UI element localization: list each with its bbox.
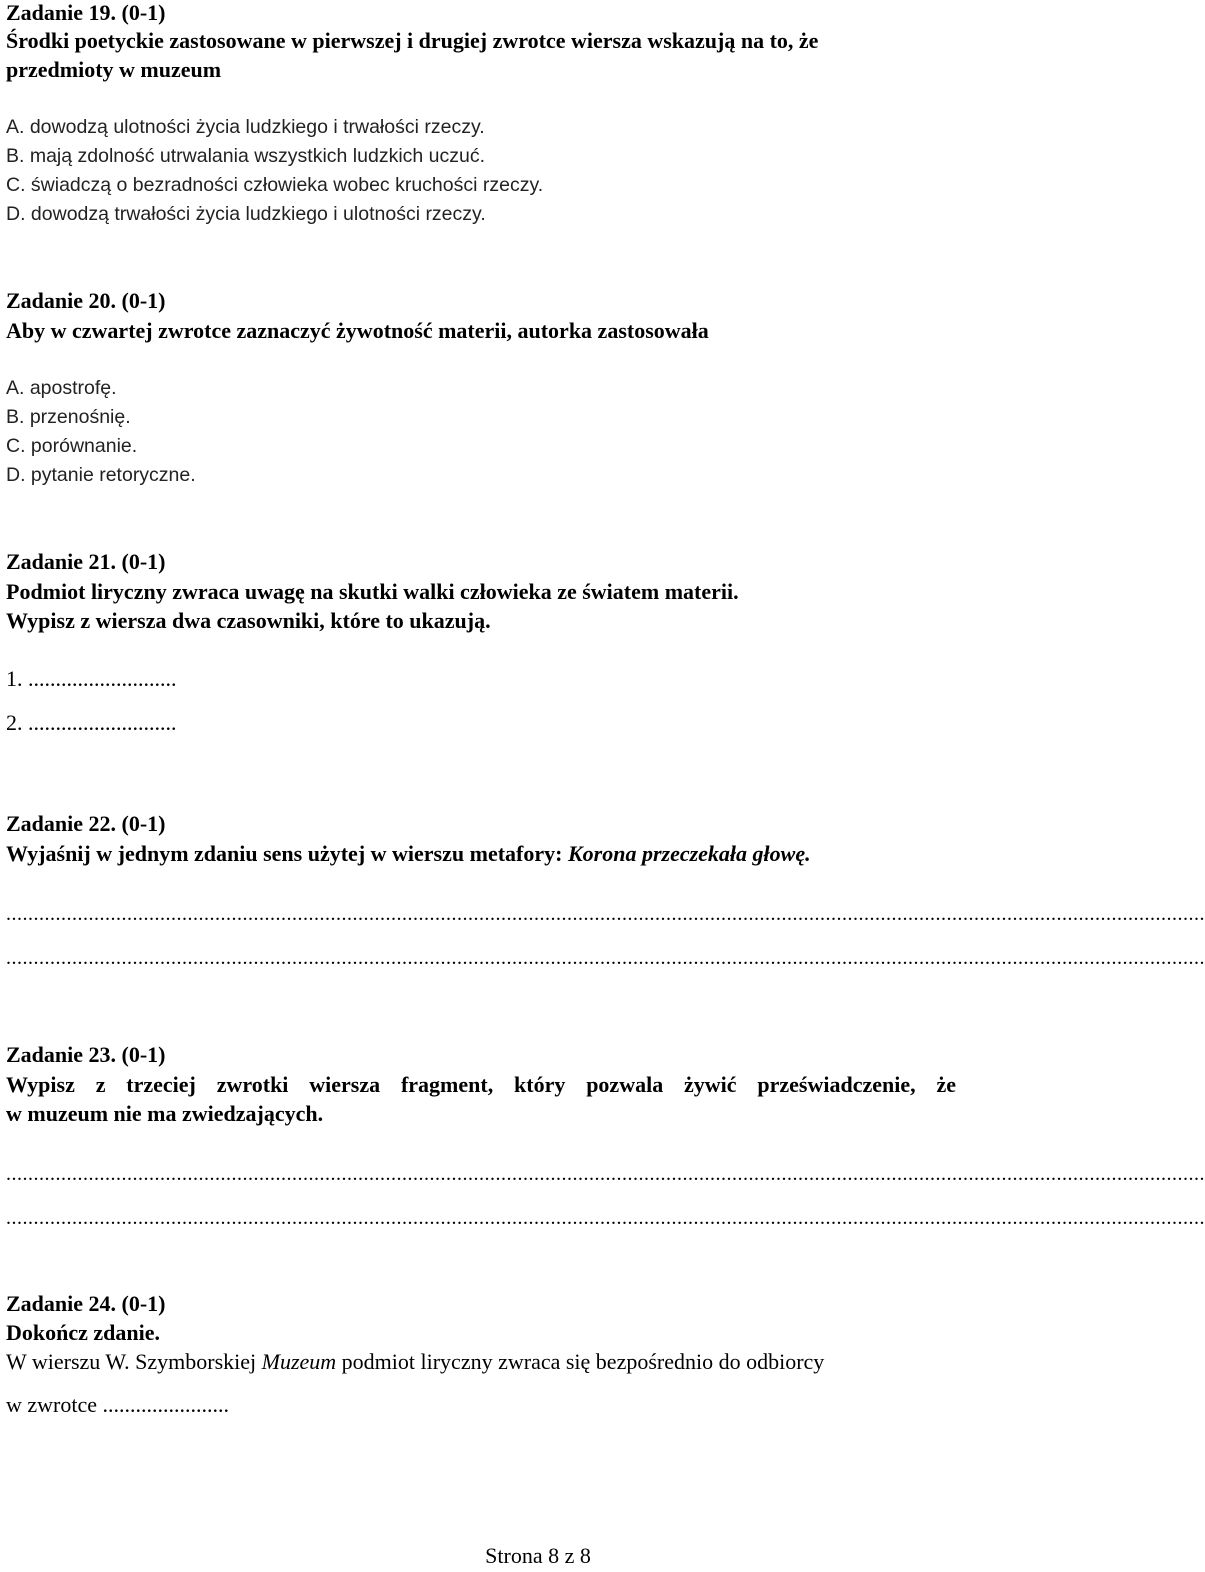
- task-20-question: Aby w czwartej zwrotce zaznaczyć żywotność materii, autorka zastosowała: [6, 318, 709, 343]
- task-19-option-a: A. dowodzą ulotności życia ludzkiego i trwałości rzeczy.: [6, 116, 485, 138]
- task-24-poem-title: Muzeum: [261, 1349, 337, 1374]
- task-21-answer-1[interactable]: 1. ...........................: [6, 666, 177, 691]
- task-20-option-c: C. porównanie.: [6, 435, 138, 457]
- task-22-heading: Zadanie 22. (0-1): [6, 811, 166, 836]
- task-20-heading: Zadanie 20. (0-1): [6, 288, 166, 313]
- page-number: Strona 8 z 8: [485, 1543, 591, 1568]
- task-24-text-prefix: W wierszu W. Szymborskiej: [6, 1349, 262, 1374]
- task-24-text-line1: [6, 1349, 824, 1375]
- task-22-answer-line-2[interactable]: ..........................................................................................................................................................................................................................: [6, 947, 1205, 969]
- task-23-question-line1: Wypisz z trzeciej zwrotki wiersza fragment, który pozwala żywić przeświadczenie, że: [6, 1072, 956, 1097]
- task-20-option-a: A. apostrofę.: [6, 377, 117, 399]
- page-footer: [0, 1543, 960, 1569]
- task-21-answer-2[interactable]: 2. ...........................: [6, 710, 177, 735]
- task-19-question-line2: przedmioty w muzeum: [6, 57, 222, 82]
- task-21-heading: Zadanie 21. (0-1): [6, 549, 166, 574]
- task-21-question-line2: Wypisz z wiersza dwa czasowniki, które to ukazują.: [6, 608, 491, 633]
- task-20-option-b: B. przenośnię.: [6, 406, 131, 428]
- task-24-text-suffix: podmiot liryczny zwraca się bezpośrednio do odbiorcy: [336, 1349, 825, 1374]
- task-19-option-c: C. świadczą o bezradności człowieka wobec kruchości rzeczy.: [6, 174, 544, 196]
- task-20-option-d: D. pytanie retoryczne.: [6, 464, 196, 486]
- task-23-question-line2: w muzeum nie ma zwiedzających.: [6, 1101, 324, 1126]
- task-22-metaphor: Korona przeczekała głowę.: [567, 841, 811, 866]
- task-24-heading: Zadanie 24. (0-1): [6, 1291, 166, 1316]
- task-22-answer-line-1[interactable]: ..........................................................................................................................................................................................................................: [6, 903, 1205, 925]
- task-22-question-text: Wyjaśnij w jednym zdaniu sens użytej w wierszu metafory:: [6, 841, 568, 866]
- task-23-heading: Zadanie 23. (0-1): [6, 1042, 166, 1067]
- task-19-option-b: B. mają zdolność utrwalania wszystkich ludzkich uczuć.: [6, 145, 486, 167]
- task-24-subheading: Dokończ zdanie.: [6, 1320, 160, 1345]
- task-22-question: [6, 841, 811, 867]
- task-24-text-line2[interactable]: w zwrotce .......................: [6, 1392, 230, 1417]
- task-23-answer-line-2[interactable]: ..........................................................................................................................................................................................................................: [6, 1207, 1205, 1229]
- task-23-answer-line-1[interactable]: ..........................................................................................................................................................................................................................: [6, 1163, 1205, 1185]
- task-19-option-d: D. dowodzą trwałości życia ludzkiego i ulotności rzeczy.: [6, 203, 486, 225]
- task-21-question-line1: Podmiot liryczny zwraca uwagę na skutki walki człowieka ze światem materii.: [6, 579, 739, 604]
- task-19-question-line1: Środki poetyckie zastosowane w pierwszej i drugiej zwrotce wiersza wskazują na to, że: [6, 28, 819, 53]
- task-19-heading: Zadanie 19. (0-1): [6, 0, 166, 25]
